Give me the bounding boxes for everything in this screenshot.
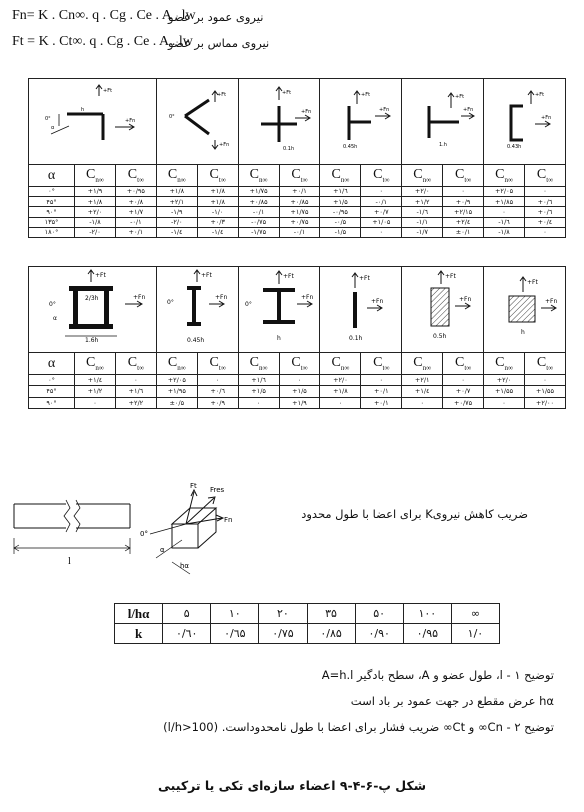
angle-zero-label: 0° <box>169 113 175 120</box>
table-row <box>29 207 566 217</box>
coefficient-cell: ۰ <box>524 187 565 197</box>
k-table-header-cell: ۱۰ <box>211 604 259 624</box>
section-figures-row <box>29 79 566 165</box>
coefficient-cell: +۰/۱ <box>361 397 402 408</box>
angle-zero-label: 0° <box>49 300 56 308</box>
coefficient-cell: +۲/۰۰ <box>524 397 565 408</box>
table-row <box>29 217 566 227</box>
fn-label: +Fn <box>540 114 551 121</box>
ft-label: +Ft <box>217 91 227 98</box>
alpha-label: α <box>53 314 57 322</box>
ft-label: +Ft <box>282 89 292 96</box>
cn-header <box>238 353 279 375</box>
coefficient-cell: +۰/۷۵ <box>279 217 320 227</box>
k-table-value-row <box>115 624 500 644</box>
coefficient-cell: +۲/۰ <box>75 207 116 217</box>
section-narrow-ibeam-figure <box>156 267 238 353</box>
coefficient-cell: -۱/۰ <box>197 207 238 217</box>
header-symbol: C <box>331 354 341 370</box>
header-subscript: t∞ <box>300 363 308 372</box>
coefficient-cell: +۱/۸ <box>197 197 238 207</box>
section-vee-figure <box>156 79 238 165</box>
table-row <box>29 197 566 207</box>
k-table-header-cell: ۱۰۰ <box>403 604 451 624</box>
coefficient-cell: ۰ <box>484 397 525 408</box>
coefficient-cell: -۰/۹۵ <box>320 207 361 217</box>
formula-normal-equation: Fn= K . Cn∞. q . Cg . Ce . A . lw <box>12 8 196 23</box>
coefficient-cell: +۲/۰ <box>320 375 361 386</box>
fres-label: Fres <box>210 486 225 494</box>
alpha-cell: ۴۵° <box>29 386 75 397</box>
header-subscript: n∞ <box>422 363 432 372</box>
cn-header <box>156 165 197 187</box>
coefficient-cell: ±۰/۱ <box>443 227 484 237</box>
coefficient-cell: -۱/۸ <box>484 227 525 237</box>
section-angle-figure <box>29 79 157 165</box>
header-symbol: C <box>373 166 383 182</box>
coefficient-cell: +۰/۸۵ <box>279 197 320 207</box>
header-subscript: n∞ <box>177 363 186 372</box>
cn-header <box>484 165 525 187</box>
angle-zero-label: 0° <box>245 300 252 308</box>
dim-label: 0.1h <box>283 145 295 152</box>
coefficient-cell: ۰ <box>238 397 279 408</box>
coefficient-cell: -۰/۱ <box>238 207 279 217</box>
coefficient-cell: +۲/۰۵ <box>156 375 197 386</box>
coefficient-cell: -۲/۰ <box>156 217 197 227</box>
header-symbol: C <box>127 166 138 182</box>
ct-header <box>361 353 402 375</box>
ft-label: +Ft <box>526 278 538 286</box>
cn-header <box>402 353 443 375</box>
header-symbol: C <box>86 354 96 370</box>
coefficient-cell: -۱/٦ <box>484 217 525 227</box>
coefficient-cell: ۰ <box>361 187 402 197</box>
angle-zero-label: 0° <box>140 530 148 538</box>
header-symbol: C <box>291 354 301 370</box>
alpha-cell: ۴۵° <box>29 197 75 207</box>
coefficient-cell: +۱/۹۵ <box>156 386 197 397</box>
section-tee-figure <box>320 79 402 165</box>
header-symbol: C <box>249 166 259 182</box>
coefficient-cell: +۱/۰۵ <box>361 217 402 227</box>
header-symbol: C <box>413 166 423 182</box>
dim-label: h <box>520 328 525 336</box>
table-header-row <box>29 165 566 187</box>
k-table-cell: ۱/۰ <box>451 624 499 644</box>
alpha-cell: ۹۰° <box>29 207 75 217</box>
k-table-header-cell: ۵ <box>163 604 211 624</box>
fn-label: +Fn <box>378 106 390 113</box>
table-row <box>29 375 566 386</box>
coefficient-cell: +۱/۹ <box>75 187 116 197</box>
dim-label: 0.5h <box>432 332 447 340</box>
header-symbol: C <box>331 166 341 182</box>
dim-label: 2/3h <box>85 294 99 302</box>
coefficient-cell: +۲/٤ <box>443 217 484 227</box>
section-rect-solid-figure <box>402 267 484 353</box>
coefficient-cell: +۱/۸ <box>320 386 361 397</box>
header-symbol: C <box>373 354 383 370</box>
cn-header <box>402 165 443 187</box>
ct-header <box>197 353 238 375</box>
ct-header <box>197 165 238 187</box>
coefficient-cell: +۱/٤ <box>75 375 116 386</box>
header-symbol: C <box>536 166 547 182</box>
coefficient-cell: -۰/۱ <box>361 197 402 207</box>
k-table-cell: ۰/٦۰ <box>163 624 211 644</box>
alpha-cell: ۹۰° <box>29 397 75 408</box>
ct-header <box>443 353 484 375</box>
header-subscript: t∞ <box>464 363 472 372</box>
coefficient-cell: +۰/۱ <box>279 187 320 197</box>
coefficient-cell: -۱/۱ <box>402 217 443 227</box>
header-symbol: C <box>249 354 259 370</box>
coefficient-table-1 <box>28 78 566 238</box>
coefficient-cell: -۰/۱ <box>115 217 156 227</box>
coefficient-cell: +۰/۸ <box>115 197 156 207</box>
coefficient-cell: +۱/٦ <box>320 187 361 197</box>
ct-header <box>524 165 565 187</box>
section-plate-figure <box>320 267 402 353</box>
dim-label: 1.6h <box>85 336 99 344</box>
fn-label: Fn <box>224 516 233 524</box>
coefficient-cell: +۰/۷۵ <box>443 397 484 408</box>
coefficient-cell: +۰/٤ <box>524 217 565 227</box>
header-subscript: n∞ <box>177 175 186 184</box>
fn-label: +Fn <box>544 297 557 305</box>
coefficient-cell: -۱/٤ <box>197 227 238 237</box>
coefficient-cell: ۰ <box>524 227 565 237</box>
table-row <box>29 187 566 197</box>
ct-header <box>361 165 402 187</box>
section-hbeam-figure <box>238 267 320 353</box>
header-subscript: t∞ <box>137 363 144 372</box>
angle-zero-label: 0° <box>45 115 52 122</box>
coefficient-cell: +۱/٦ <box>115 386 156 397</box>
ct-header <box>115 353 156 375</box>
alpha-header: α <box>29 165 75 187</box>
header-subscript: t∞ <box>218 363 226 372</box>
coefficient-cell: +۱/۲ <box>75 386 116 397</box>
cn-header <box>156 353 197 375</box>
table-row <box>29 397 566 408</box>
coefficient-cell: +۱/٦ <box>238 375 279 386</box>
k-table-cell: ۰/۷۵ <box>259 624 307 644</box>
ct-header <box>279 353 320 375</box>
header-subscript: n∞ <box>340 175 350 184</box>
alpha-cell: ۱۸۰° <box>29 227 75 237</box>
coefficient-cell: +۱/۷ <box>115 207 156 217</box>
section-channel-figure <box>484 79 566 165</box>
coefficient-cell: +۲/۰ <box>402 187 443 197</box>
ft-label: +Ft <box>95 271 106 279</box>
alpha-cell: ۱۳۵° <box>29 217 75 227</box>
coefficient-cell: +۱/۸ <box>156 187 197 197</box>
coefficient-cell: -۱/۹ <box>156 207 197 217</box>
coefficient-cell: +۰/۷ <box>361 207 402 217</box>
coefficient-cell: +۰/۹ <box>197 397 238 408</box>
coefficient-cell: +۰/٦ <box>524 197 565 207</box>
header-symbol: C <box>454 166 465 182</box>
section-tee-long-figure <box>402 79 484 165</box>
coefficient-cell: -۰/۱ <box>279 227 320 237</box>
reduction-factor-table <box>114 603 500 644</box>
formula-normal <box>0 8 584 32</box>
coefficient-cell: +۱/٤ <box>402 386 443 397</box>
coefficient-cell: +۰/۱ <box>115 227 156 237</box>
header-symbol: C <box>454 354 465 370</box>
header-subscript: n∞ <box>95 175 104 184</box>
coefficient-cell: -۱/۷ <box>402 227 443 237</box>
figure-title: شکل پ-۶-۴-۹ اعضاء سازه‌ای تکی یا ترکیبی <box>157 778 427 793</box>
coefficient-cell: +۰/٦ <box>524 207 565 217</box>
cn-header <box>75 353 116 375</box>
ct-header <box>115 165 156 187</box>
coefficient-cell: ۰ <box>75 397 116 408</box>
header-subscript: t∞ <box>382 175 390 184</box>
header-symbol: C <box>167 166 178 182</box>
fn-label: +Fn <box>370 297 384 305</box>
formula-tangent <box>0 34 584 58</box>
note-1: توضیح ۱ - l، طول عضو و A، سطح بادگیر A=h.l <box>321 668 554 682</box>
ft-label: +Ft <box>358 274 370 282</box>
header-symbol: C <box>86 166 96 182</box>
l-over-h-header: l/hα <box>115 604 163 624</box>
coefficient-cell: -۰/۵ <box>320 217 361 227</box>
fn-label: +Fn <box>125 117 136 124</box>
header-symbol: C <box>209 354 219 370</box>
coefficient-cell: +۱/۸۵ <box>484 197 525 207</box>
header-subscript: n∞ <box>95 363 104 372</box>
k-table-header-cell: ۲۰ <box>259 604 307 624</box>
alpha-header: α <box>29 353 75 375</box>
coefficient-cell: ۰ <box>443 375 484 386</box>
ct-header <box>524 353 565 375</box>
dim-label: 1.h <box>438 141 447 148</box>
header-symbol: C <box>291 166 301 182</box>
header-subscript: t∞ <box>218 175 226 184</box>
k-table-cell: ۰/۸۵ <box>307 624 355 644</box>
coefficient-cell: +۱/۹ <box>279 397 320 408</box>
header-symbol: C <box>495 166 505 182</box>
header-subscript: n∞ <box>504 363 513 372</box>
section-cross-figure <box>238 79 320 165</box>
alpha-label: α <box>160 546 165 554</box>
formula-tangent-description: نیروی مماس بر عضو <box>168 36 270 50</box>
header-subscript: n∞ <box>504 175 513 184</box>
reduction-caption: ضریب کاهش نیرویK برای اعضا با طول محدود <box>301 507 528 521</box>
header-subscript: n∞ <box>259 175 268 184</box>
coefficient-cell: -۲/۰ <box>75 227 116 237</box>
coefficient-cell: +۱/۵۵ <box>524 386 565 397</box>
coefficient-cell: +۲/۰۵ <box>484 187 525 197</box>
member-section-3d <box>140 482 232 574</box>
fn-label: +Fn <box>462 106 473 113</box>
k-table-header-cell: ۳۵ <box>307 604 355 624</box>
k-table-cell: ۰/٦۵ <box>211 624 259 644</box>
cn-header <box>320 353 361 375</box>
fn-label: +Fn <box>215 293 228 301</box>
coefficient-cell: +۲/۱ <box>402 375 443 386</box>
coefficient-cell: -۱/۷۵ <box>238 227 279 237</box>
coefficient-cell: ۰ <box>402 397 443 408</box>
header-subscript: t∞ <box>382 363 390 372</box>
header-subscript: n∞ <box>259 363 268 372</box>
fn-label: +Fn <box>133 293 146 301</box>
coefficient-cell: +۱/۵ <box>320 197 361 207</box>
ft-label: +Ft <box>444 272 456 280</box>
cn-header <box>75 165 116 187</box>
fn-label: +Fn <box>219 141 230 148</box>
length-label: l <box>68 556 71 567</box>
ft-label: +Ft <box>360 91 370 98</box>
coefficient-cell: +۱/۵۵ <box>484 386 525 397</box>
formula-tangent-equation: Ft = K . Ct∞. q . Cg . Ce . A . lw <box>12 34 193 49</box>
coefficient-cell: +۰/٦ <box>197 386 238 397</box>
coefficient-cell: -۱/٤ <box>156 227 197 237</box>
ft-label: +Ft <box>103 87 113 94</box>
coefficient-cell: +۲/۱ <box>156 197 197 207</box>
ft-label: Ft <box>190 482 197 490</box>
k-table-header-cell: ۵۰ <box>355 604 403 624</box>
dim-label: 0.43h <box>506 143 521 150</box>
coefficient-cell: ۰ <box>279 375 320 386</box>
coefficient-cell: ۰ <box>361 375 402 386</box>
ft-label: +Ft <box>534 91 544 98</box>
coefficient-cell: ۰ <box>484 207 525 217</box>
cn-header <box>484 353 525 375</box>
fn-label: +Fn <box>301 293 314 301</box>
ft-label: +Ft <box>201 271 213 279</box>
coefficient-cell: +۲/۱۵ <box>443 207 484 217</box>
header-symbol: C <box>413 354 423 370</box>
section-figures-row <box>29 267 566 353</box>
table-row <box>29 386 566 397</box>
table-header-row <box>29 353 566 375</box>
note-1-continued: hα عرض مقطع در جهت عمود بر باد است <box>350 694 554 708</box>
coefficient-cell: +۱/۵ <box>238 386 279 397</box>
header-subscript: t∞ <box>137 175 144 184</box>
dim-label: 0.45h <box>187 336 205 344</box>
member-elevation <box>14 500 130 567</box>
dim-label: 0.45h <box>342 143 358 150</box>
coefficient-cell: +۱/۸ <box>75 197 116 207</box>
header-symbol: C <box>209 166 219 182</box>
dim-label: 0.1h <box>348 334 363 342</box>
dim-label: h <box>277 334 281 342</box>
finite-length-diagram <box>0 478 584 598</box>
dim-label: h <box>81 106 85 113</box>
coefficient-cell: ۰ <box>320 397 361 408</box>
coefficient-cell: +۰/۳ <box>197 217 238 227</box>
coefficient-cell: -۱/٦ <box>402 207 443 217</box>
alpha-cell: ۰° <box>29 375 75 386</box>
fn-label: +Fn <box>458 295 471 303</box>
coefficient-cell: +۰/۱ <box>361 386 402 397</box>
ct-header <box>443 165 484 187</box>
angle-zero-label: 0° <box>167 298 175 306</box>
section-wide-ibeam-figure <box>29 267 157 353</box>
coefficient-table-2 <box>28 266 566 409</box>
coefficient-cell: +۱/۷۵ <box>279 207 320 217</box>
coefficient-cell: ۰ <box>197 375 238 386</box>
header-subscript: t∞ <box>546 363 554 372</box>
cn-header <box>320 165 361 187</box>
coefficient-cell: +۱/۸ <box>197 187 238 197</box>
coefficient-cell: -۰/۷۵ <box>238 217 279 227</box>
coefficient-cell: +۱/۷۵ <box>238 187 279 197</box>
header-subscript: t∞ <box>300 175 308 184</box>
coefficient-cell: +۰/۹ <box>443 197 484 207</box>
formula-normal-description: نیروی عمود بر عضو <box>168 10 264 24</box>
ft-label: +Ft <box>283 272 294 280</box>
header-subscript: n∞ <box>340 363 350 372</box>
table-row <box>29 227 566 237</box>
header-symbol: C <box>127 354 138 370</box>
note-2: توضیح ۲ - Cn∞ و Ct∞ ضریب فشار برای اعضا با طول نامحدوداست. (l/h>100) <box>163 720 554 734</box>
header-symbol: C <box>536 354 547 370</box>
alpha-cell: ۰° <box>29 187 75 197</box>
header-subscript: t∞ <box>464 175 472 184</box>
coefficient-cell: +۱/۲ <box>402 197 443 207</box>
coefficient-cell: -۱/۸ <box>75 217 116 227</box>
coefficient-cell: ۰ <box>443 187 484 197</box>
header-subscript: n∞ <box>422 175 432 184</box>
header-symbol: C <box>495 354 505 370</box>
alpha-label: α <box>51 124 55 131</box>
k-table-cell: ۰/۹۵ <box>403 624 451 644</box>
coefficient-cell: ۰ <box>524 375 565 386</box>
section-square-solid-figure <box>484 267 566 353</box>
coefficient-cell: ۰ <box>115 375 156 386</box>
coefficient-cell: +۲/۰ <box>484 375 525 386</box>
coefficient-cell: +۲/۲ <box>115 397 156 408</box>
k-table-header-row <box>115 604 500 624</box>
cn-header <box>238 165 279 187</box>
coefficient-cell: +۰/۸۵ <box>238 197 279 207</box>
header-subscript: t∞ <box>546 175 554 184</box>
ft-label: +Ft <box>454 93 464 100</box>
coefficient-cell: +۰/۷ <box>443 386 484 397</box>
fn-label: +Fn <box>301 108 312 115</box>
k-table-header-cell: ∞ <box>451 604 499 624</box>
k-row-label: k <box>115 624 163 644</box>
coefficient-cell: +۰/۹۵ <box>115 187 156 197</box>
coefficient-cell: +۱/۵ <box>279 386 320 397</box>
header-symbol: C <box>167 354 178 370</box>
coefficient-cell: ±۰/۵ <box>156 397 197 408</box>
k-table-cell: ۰/۹۰ <box>355 624 403 644</box>
coefficient-cell: -۱/۵ <box>320 227 361 237</box>
coefficient-cell: ۰ <box>361 227 402 237</box>
h-alpha-label: hα <box>180 562 190 570</box>
ct-header <box>279 165 320 187</box>
